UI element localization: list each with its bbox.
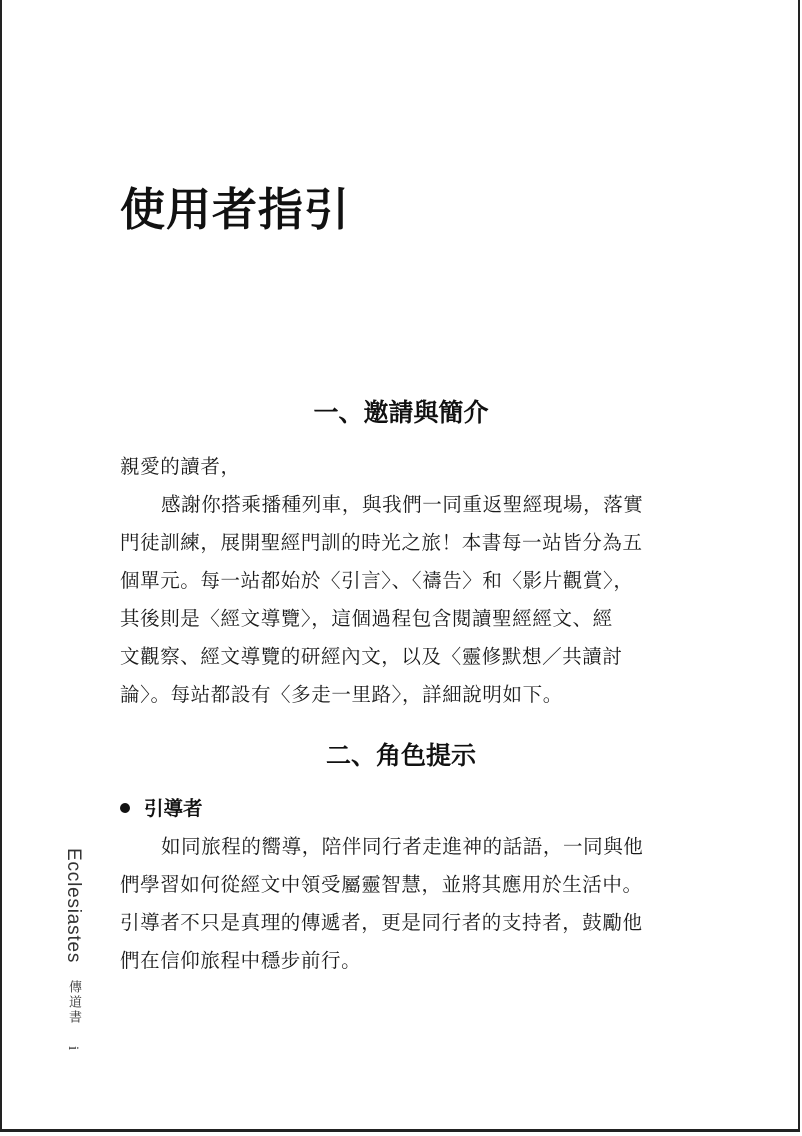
bullet-item-guide (120, 792, 203, 826)
running-head-english: Ecclesiastes (63, 848, 84, 964)
paragraph-line: 們在信仰旅程中穩步前行。 (120, 949, 362, 972)
paragraph-line: 文觀察、經文導覽的研經內文，以及〈靈修默想／共讀討 (120, 645, 623, 668)
guide-paragraph (120, 828, 686, 980)
section-heading-roles: 二、角色提示 (325, 741, 476, 770)
paragraph-line: 個單元。每一站都始於〈引言〉、〈禱告〉和〈影片觀賞〉， (120, 569, 634, 592)
page-title: 使用者指引 (120, 183, 351, 236)
section-heading-invitation: 一、邀請與簡介 (313, 398, 489, 427)
paragraph-line: 們學習如何從經文中領受屬靈智慧，並將其應用於生活中。 (120, 873, 643, 896)
paragraph-line: 引導者不只是真理的傳遞者，更是同行者的支持者，鼓勵他 (120, 911, 643, 934)
intro-paragraph (120, 448, 686, 714)
paragraph-line: 如同旅程的嚮導，陪伴同行者走進神的話語，一同與他 (161, 835, 644, 858)
page-number: i (65, 1046, 81, 1051)
paragraph-line: 感謝你搭乘播種列車，與我們一同重返聖經現場，落實 (161, 493, 644, 516)
bullet-label: 引導者 (144, 797, 203, 820)
paragraph-line: 論〉。每站都設有〈多走一里路〉，詳細說明如下。 (120, 683, 563, 706)
paragraph-line: 其後則是〈經文導覽〉，這個過程包含閱讀聖經經文、經 (120, 607, 613, 630)
running-head (62, 848, 84, 1051)
paragraph-line: 門徒訓練，展開聖經門訓的時光之旅！本書每一站皆分為五 (120, 531, 643, 554)
running-head-chinese: 傳道書 (66, 980, 81, 1026)
bullet-dot-icon (120, 803, 130, 813)
greeting-line: 親愛的讀者， (120, 455, 241, 478)
